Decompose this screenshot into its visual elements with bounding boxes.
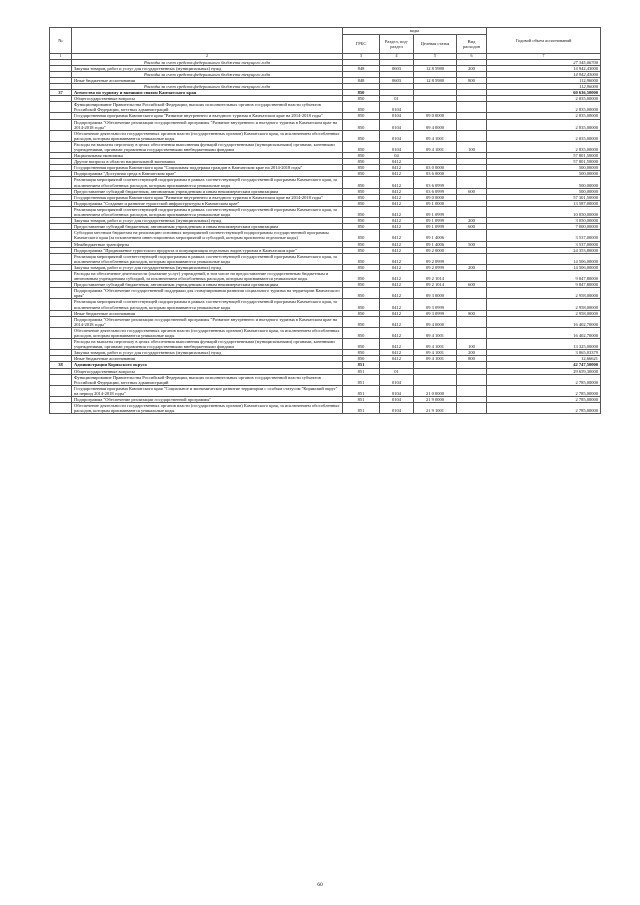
table-row <box>50 141 601 152</box>
row-exptype-code: 800 <box>457 356 487 362</box>
row-name: Иные бюджетные ассигнования <box>72 356 343 362</box>
index-cell: 1 <box>50 54 72 60</box>
row-target-code: 09 4 0000 <box>414 119 457 130</box>
row-amount: 60 636,50000 <box>487 90 601 96</box>
row-section-code: 0104 <box>380 397 414 403</box>
row-grbs-code: 850 <box>343 270 380 281</box>
row-target-code: 09 4 1001 <box>414 130 457 141</box>
row-amount: 2 785,00000 <box>487 385 601 396</box>
row-section-code: 0104 <box>380 113 414 119</box>
row-name: Подпрограмма "Обеспечение государственной поддержки для стимулирования развития социального туризма на территории Камчатского края" <box>72 288 343 299</box>
row-name: Субсидии местным бюджетам на реализацию основных мероприятий соответствующей подпрограммы государственной программы Камчатского края (за исключением инвестиционных мероприятий и субсидий, которым присвоены отдельные коды) <box>72 230 343 241</box>
row-target-code: 09 4 1001 <box>414 141 457 152</box>
row-name: Функционирование Правительства Российской Федерации, высших исполнительных органов государственной власти субъектов Российской Федерации, местных администраций <box>72 374 343 385</box>
row-section-code: 0412 <box>380 171 414 177</box>
row-number <box>50 299 72 310</box>
row-grbs-code: 850 <box>343 282 380 288</box>
row-amount: 57 801,50000 <box>487 159 601 165</box>
table-row <box>50 130 601 141</box>
row-amount: 112,96000 <box>487 83 601 89</box>
row-exptype-code <box>457 102 487 113</box>
row-name: Закупка товаров, работ и услуг для государственных (муниципальных) нужд <box>72 65 343 71</box>
table-row <box>50 253 601 264</box>
row-amount: 2 835,00000 <box>487 130 601 141</box>
row-amount: 2 835,00000 <box>487 113 601 119</box>
row-target-code: 03 6 0000 <box>414 171 457 177</box>
row-amount: 2 785,00000 <box>487 374 601 385</box>
row-exptype-code: 600 <box>457 224 487 230</box>
row-section-code: 0412 <box>380 282 414 288</box>
row-amount: 42 747,50000 <box>487 362 601 368</box>
row-target-code: 09 4 1001 <box>414 339 457 350</box>
row-target-code: 21 9 0000 <box>414 397 457 403</box>
row-exptype-code <box>457 119 487 130</box>
row-number <box>50 141 72 152</box>
table-row <box>50 385 601 396</box>
table-row <box>50 374 601 385</box>
row-section-code: 0412 <box>380 200 414 206</box>
row-section-code: 01 <box>380 96 414 102</box>
row-grbs-code: 850 <box>343 327 380 338</box>
row-section-code: 01 <box>380 368 414 374</box>
row-target-code: 03 0 0000 <box>414 165 457 171</box>
row-grbs-code: 850 <box>343 113 380 119</box>
row-amount: 2 958,00000 <box>487 288 601 299</box>
row-target-code: 09 1 0999 <box>414 224 457 230</box>
table-row <box>50 102 601 113</box>
row-name: Обеспечение деятельности государственных органов власти (государственных органов) Камчатского края, за исключением обособленных расходов, которым присваиваются уникальные коды <box>72 403 343 414</box>
row-section-code: 0412 <box>380 356 414 362</box>
row-grbs-code: 850 <box>343 153 380 159</box>
row-exptype-code: 200 <box>457 264 487 270</box>
row-grbs-code: 850 <box>343 194 380 200</box>
row-exptype-code <box>457 403 487 414</box>
budget-table <box>49 27 601 414</box>
row-amount: 2 958,00000 <box>487 299 601 310</box>
row-name: Подпрограмма "Обеспечение реализации государственной программы "Развитие внутреннего и въездного туризма в Камчатском крае на 2014-2018 годы" <box>72 119 343 130</box>
row-grbs-code: 850 <box>343 96 380 102</box>
row-target-code: 09 1 4006 <box>414 230 457 241</box>
row-amount: 500,00000 <box>487 188 601 194</box>
table-row <box>50 119 601 130</box>
row-grbs-code: 850 <box>343 206 380 217</box>
row-section-code: 0104 <box>380 130 414 141</box>
row-grbs-code: 850 <box>343 119 380 130</box>
row-name: Подпрограмма "Доступная среда в Камчатском крае" <box>72 171 343 177</box>
row-target-code: 09 4 1001 <box>414 350 457 356</box>
row-target-code <box>414 374 457 385</box>
row-target-code: 03 6 0999 <box>414 177 457 188</box>
row-name: Национальная экономика <box>72 153 343 159</box>
row-name: Предоставление субсидий бюджетным, автономным учреждениям и иным некоммерческим организациям <box>72 224 343 230</box>
row-amount: 14 942,43000 <box>487 65 601 71</box>
row-exptype-code <box>457 206 487 217</box>
row-number <box>50 385 72 396</box>
table-row <box>50 327 601 338</box>
row-amount: 2 835,00000 <box>487 141 601 152</box>
row-name: Обеспечение деятельности государственных органов власти (государственных органов) Камчатского края, за исключением обособленных расходов, которым присваиваются уникальные коды <box>72 130 343 141</box>
row-amount: 57 301,50000 <box>487 194 601 200</box>
row-exptype-code: 200 <box>457 65 487 71</box>
row-name: Государственная программа Камчатского края "Социальная поддержка граждан в Камчатском крае на 2014-2018 годы" <box>72 165 343 171</box>
row-section-code: 0412 <box>380 159 414 165</box>
row-exptype-code: 100 <box>457 339 487 350</box>
row-amount: 13 587,00000 <box>487 200 601 206</box>
row-amount: 112,96000 <box>487 77 601 83</box>
index-cell: 6 <box>457 54 487 60</box>
row-amount: 500,00000 <box>487 171 601 177</box>
row-exptype-code <box>457 374 487 385</box>
row-name: Агентство по туризму и внешним связям Камчатского края <box>72 90 343 96</box>
row-name: Администрация Корякского округа <box>72 362 343 368</box>
row-exptype-code <box>457 385 487 396</box>
row-section-code: 0412 <box>380 316 414 327</box>
row-grbs-code: 850 <box>343 299 380 310</box>
table-row <box>50 206 601 217</box>
row-grbs-code: 850 <box>343 310 380 316</box>
row-exptype-code <box>457 299 487 310</box>
row-exptype-code: 800 <box>457 310 487 316</box>
row-amount: 7 000,00000 <box>487 224 601 230</box>
table-row <box>50 403 601 414</box>
row-number <box>50 403 72 414</box>
row-section-code: 0412 <box>380 194 414 200</box>
row-number <box>50 374 72 385</box>
row-section-code: 04 <box>380 153 414 159</box>
row-target-code: 09 0 0000 <box>414 113 457 119</box>
row-exptype-code: 600 <box>457 282 487 288</box>
row-grbs-code: 850 <box>343 102 380 113</box>
row-amount: 16 402,70000 <box>487 316 601 327</box>
row-name: Межбюджетные трансферты <box>72 241 343 247</box>
row-section-code: 0104 <box>380 141 414 152</box>
row-exptype-code: 600 <box>457 188 487 194</box>
index-cell: 4 <box>380 54 414 60</box>
row-grbs-code: 851 <box>343 368 380 374</box>
row-amount: 27 345,06700 <box>487 59 601 65</box>
row-number <box>50 102 72 113</box>
row-number <box>50 119 72 130</box>
row-amount: 2 835,00000 <box>487 102 601 113</box>
header-codes-group: коды <box>343 28 487 35</box>
row-amount: 2 785,00000 <box>487 403 601 414</box>
row-section-code: 0412 <box>380 350 414 356</box>
row-name: Расходы на выплаты персоналу в целях обеспечения выполнения функций государственными (муниципальными) органами, казенными учреждениями, органами управления государственными внебюджетными фондами <box>72 141 343 152</box>
row-amount: 14 506,00000 <box>487 264 601 270</box>
row-amount: 24 353,80000 <box>487 247 601 253</box>
row-target-code: 09 0 0000 <box>414 194 457 200</box>
row-exptype-code <box>457 253 487 264</box>
row-exptype-code: 500 <box>457 241 487 247</box>
row-grbs-code: 848 <box>343 65 380 71</box>
row-exptype-code: 200 <box>457 350 487 356</box>
row-name: Закупка товаров, работ и услуг для государственных (муниципальных) нужд <box>72 264 343 270</box>
row-section-code: 0412 <box>380 270 414 281</box>
row-exptype-code <box>457 177 487 188</box>
row-section-code: 0412 <box>380 253 414 264</box>
row-section-code: 0412 <box>380 188 414 194</box>
row-grbs-code: 851 <box>343 385 380 396</box>
row-target-code: 09 4 1001 <box>414 327 457 338</box>
row-grbs-code: 850 <box>343 253 380 264</box>
row-section-code: 0412 <box>380 288 414 299</box>
table-row <box>50 288 601 299</box>
row-amount: 9 847,80000 <box>487 270 601 281</box>
row-grbs-code: 850 <box>343 356 380 362</box>
row-grbs-code: 851 <box>343 403 380 414</box>
row-grbs-code: 850 <box>343 264 380 270</box>
row-name: Государственная программа Камчатского края "Социальное и экономическое развитие территории с особым статусом "Корякский округ" на период 2014-2018 годы" <box>72 385 343 396</box>
row-target-code: 09 1 0000 <box>414 200 457 206</box>
row-section-code: 0104 <box>380 102 414 113</box>
row-grbs-code: 851 <box>343 374 380 385</box>
row-section-code: 0104 <box>380 403 414 414</box>
row-number <box>50 253 72 264</box>
header-col-exptype: Вид расходов <box>457 35 487 54</box>
row-name: Предоставление субсидий бюджетным, автономным учреждениям и иным некоммерческим организациям <box>72 188 343 194</box>
row-name: Предоставление субсидий бюджетным, автономным учреждениям и иным некоммерческим организациям <box>72 282 343 288</box>
row-target-code: 09 2 0999 <box>414 253 457 264</box>
row-section-code: 0412 <box>380 299 414 310</box>
row-exptype-code <box>457 288 487 299</box>
row-amount: 3 537,00000 <box>487 241 601 247</box>
table-row <box>50 339 601 350</box>
row-number <box>50 316 72 327</box>
row-section-code: 0603 <box>380 65 414 71</box>
row-name: Иные бюджетные ассигнования <box>72 310 343 316</box>
row-target-code: 21 9 1001 <box>414 403 457 414</box>
header-col-target: Целевая статья <box>414 35 457 54</box>
row-number <box>50 288 72 299</box>
row-target-code: 09 2 1014 <box>414 270 457 281</box>
row-exptype-code <box>457 130 487 141</box>
row-target-code: 03 6 0999 <box>414 188 457 194</box>
row-section-code: 0412 <box>380 247 414 253</box>
row-grbs-code: 850 <box>343 165 380 171</box>
row-target-code: 09 1 0999 <box>414 206 457 217</box>
row-name: Расходы на обеспечение деятельности (оказание услуг) учреждений, в том числе на предоставление государственным бюджетным и автономным учреждениям субсидий, за исключением обособленных расходов, которым присваиваются уникальные коды <box>72 270 343 281</box>
row-name: Реализация мероприятий соответствующей подпрограммы в рамках соответствующей государственной программы Камчатского края, за исключением обособленных расходов, которым присваиваются уникальные коды <box>72 206 343 217</box>
row-amount: 29 659,30000 <box>487 368 601 374</box>
row-name: Подпрограмма "Продвижение туристского продукта и популяризация отдельных видов туризма в Камчатском крае" <box>72 247 343 253</box>
header-col-amount: Годовой объем ассигнований <box>487 28 601 54</box>
row-name: Подпрограмма "Обеспечение реализации государственной программы "Развитие внутреннего и въездного туризма в Камчатском крае на 2014-2018 годы" <box>72 316 343 327</box>
header-col-no: № <box>50 28 72 54</box>
row-target-code: 09 3 0999 <box>414 310 457 316</box>
row-amount: 2 835,00000 <box>487 96 601 102</box>
row-grbs-code: 850 <box>343 339 380 350</box>
row-name: Реализация мероприятий соответствующей подпрограммы в рамках соответствующей государственной программы Камчатского края, за исключением обособленных расходов, которым присваиваются уникальные коды <box>72 253 343 264</box>
row-name: Обеспечение деятельности государственных органов власти (государственных органов) Камчатского края, за исключением обособленных расходов, которым присваиваются уникальные коды <box>72 327 343 338</box>
row-section-code: 0412 <box>380 206 414 217</box>
row-target-code: 09 1 4006 <box>414 241 457 247</box>
row-amount: 3 050,00000 <box>487 218 601 224</box>
row-number <box>50 130 72 141</box>
row-target-code: 12 8 5980 <box>414 77 457 83</box>
index-cell: 5 <box>414 54 457 60</box>
row-target-code: 09 1 0999 <box>414 218 457 224</box>
row-exptype-code <box>457 327 487 338</box>
row-grbs-code: 850 <box>343 224 380 230</box>
row-grbs-code: 850 <box>343 247 380 253</box>
row-section-code: 0412 <box>380 177 414 188</box>
row-grbs-code: 850 <box>343 177 380 188</box>
row-name: Государственная программа Камчатского края "Развитие внутреннего и въездного туризма в Камчатском крае на 2014-2018 годы" <box>72 194 343 200</box>
row-amount: 500,00000 <box>487 177 601 188</box>
row-name: Реализация мероприятий соответствующей подпрограммы в рамках соответствующей государственной программы Камчатского края, за исключением обособленных расходов, которым присваиваются уникальные коды <box>72 177 343 188</box>
row-number <box>50 270 72 281</box>
row-target-code: 09 3 0999 <box>414 299 457 310</box>
row-section-code: 0104 <box>380 374 414 385</box>
row-grbs-code: 850 <box>343 288 380 299</box>
row-number <box>50 177 72 188</box>
row-section-code: 0412 <box>380 230 414 241</box>
row-grbs-code: 850 <box>343 130 380 141</box>
row-grbs-code: 850 <box>343 218 380 224</box>
row-name: Государственная программа Камчатского края "Развитие внутреннего и въездного туризма в Камчатском крае на 2014-2018 годы" <box>72 113 343 119</box>
row-amount: 500,00000 <box>487 165 601 171</box>
table-row <box>50 230 601 241</box>
row-grbs-code: 850 <box>343 159 380 165</box>
row-number: 37 <box>50 90 72 96</box>
row-name: Иные бюджетные ассигнования <box>72 77 343 83</box>
row-name: Расходы за счет средств федерального бюджета текущего года <box>72 71 343 77</box>
table-body <box>50 59 601 414</box>
row-grbs-code: 850 <box>343 141 380 152</box>
row-name: Функционирование Правительства Российской Федерации, высших исполнительных органов государственной власти субъектов Российской Федерации, местных администраций <box>72 102 343 113</box>
row-name: Реализация мероприятий соответствующей подпрограммы в рамках соответствующей государственной программы Камчатского края, за исключением обособленных расходов, которым присваиваются уникальные коды <box>72 299 343 310</box>
row-amount: 10 050,00000 <box>487 206 601 217</box>
row-section-code: 0412 <box>380 327 414 338</box>
row-name: Закупка товаров, работ и услуг для государственных (муниципальных) нужд <box>72 218 343 224</box>
row-grbs-code: 850 <box>343 230 380 241</box>
row-target-code <box>414 102 457 113</box>
row-name: Расходы за счет средств федерального бюджета текущего года <box>72 83 343 89</box>
index-cell: 7 <box>487 54 601 60</box>
header-col-grbs: ГРБС <box>343 35 380 54</box>
header-col-name <box>72 28 343 54</box>
row-grbs-code: 850 <box>343 350 380 356</box>
row-name: Подпрограмма "Обеспечение реализации государственной программы" <box>72 397 343 403</box>
row-exptype-code: 100 <box>457 141 487 152</box>
row-section-code: 0412 <box>380 241 414 247</box>
row-section-code: 0104 <box>380 385 414 396</box>
row-target-code: 09 2 0999 <box>414 264 457 270</box>
row-amount: 3 537,00000 <box>487 230 601 241</box>
row-section-code: 0603 <box>380 77 414 83</box>
row-target-code: 09 2 0000 <box>414 247 457 253</box>
row-grbs-code: 850 <box>343 188 380 194</box>
row-grbs-code: 851 <box>343 397 380 403</box>
row-section-code: 0104 <box>380 119 414 130</box>
row-grbs-code: 850 <box>343 241 380 247</box>
index-cell: 3 <box>343 54 380 60</box>
row-grbs-code: 848 <box>343 77 380 83</box>
row-name: Закупка товаров, работ и услуг для государственных (муниципальных) нужд <box>72 350 343 356</box>
row-name: Расходы за счет средств федерального бюджета текущего года <box>72 59 343 65</box>
row-exptype-code <box>457 230 487 241</box>
row-amount: 3 065,03379 <box>487 350 601 356</box>
row-section-code: 0412 <box>380 339 414 350</box>
row-exptype-code <box>457 270 487 281</box>
row-target-code: 09 3 0000 <box>414 288 457 299</box>
table-row <box>50 270 601 281</box>
row-target-code: 09 4 0000 <box>414 316 457 327</box>
header-row <box>50 28 601 35</box>
row-exptype-code: 200 <box>457 218 487 224</box>
row-name: Подпрограмма "Создание и развитие туристской инфраструктуры в Камчатском крае" <box>72 200 343 206</box>
row-number <box>50 230 72 241</box>
row-target-code: 21 0 0000 <box>414 385 457 396</box>
table-row <box>50 316 601 327</box>
row-amount: 57 801,50000 <box>487 153 601 159</box>
header-col-section: Раздел, под-раздел <box>380 35 414 54</box>
row-amount: 2 785,00000 <box>487 397 601 403</box>
row-name: Общегосударственные вопросы <box>72 368 343 374</box>
row-amount: 16 402,70000 <box>487 327 601 338</box>
row-target-code: 12 8 5980 <box>414 65 457 71</box>
row-grbs-code: 850 <box>343 171 380 177</box>
row-target-code: 09 4 1001 <box>414 356 457 362</box>
row-name: Расходы на выплаты персоналу в целях обеспечения выполнения функций государственными (муниципальными) органами, казенными учреждениями, органами управления государственными внебюджетными фондами <box>72 339 343 350</box>
row-number <box>50 206 72 217</box>
row-grbs-code: 850 <box>343 90 380 96</box>
row-section-code: 0412 <box>380 224 414 230</box>
row-exptype-code: 800 <box>457 77 487 83</box>
row-amount: 14 942,43000 <box>487 71 601 77</box>
table-row <box>50 299 601 310</box>
row-grbs-code: 851 <box>343 362 380 368</box>
row-section-code: 0412 <box>380 264 414 270</box>
row-grbs-code: 850 <box>343 316 380 327</box>
row-name: Другие вопросы в области национальной экономики <box>72 159 343 165</box>
row-number <box>50 339 72 350</box>
row-amount: 9 847,80000 <box>487 282 601 288</box>
row-exptype-code <box>457 316 487 327</box>
table-row <box>50 177 601 188</box>
row-section-code: 0412 <box>380 165 414 171</box>
row-amount: 2 958,00000 <box>487 310 601 316</box>
row-target-code: 09 2 1014 <box>414 282 457 288</box>
row-amount: 13 325,00000 <box>487 339 601 350</box>
row-number <box>50 327 72 338</box>
row-amount: 2 835,00000 <box>487 119 601 130</box>
row-name: Общегосударственные вопросы <box>72 96 343 102</box>
row-number: 38 <box>50 362 72 368</box>
row-grbs-code: 850 <box>343 200 380 206</box>
row-section-code: 0412 <box>380 310 414 316</box>
index-cell: 2 <box>72 54 343 60</box>
row-section-code: 0412 <box>380 218 414 224</box>
row-amount: 14 506,00000 <box>487 253 601 264</box>
row-amount: 12,66621 <box>487 356 601 362</box>
page-number: 60 <box>317 882 323 888</box>
